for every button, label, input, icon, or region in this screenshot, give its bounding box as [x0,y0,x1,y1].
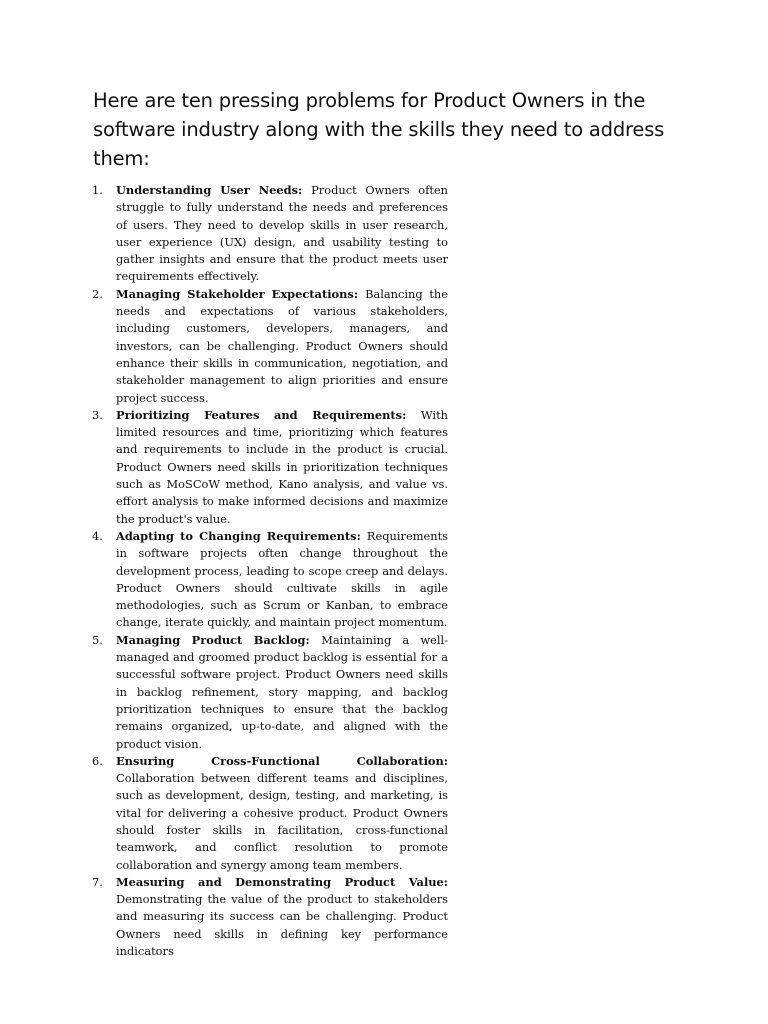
problem-list [92,182,448,960]
list-item [92,632,448,753]
item-text: Requirements in software projects often change throughout the development process, leading to scope creep and delays. Product Owners should cultivate skills in agile methodologies, such as Scrum or Kanban, to embrace change, iterate quickly, and maintain project momentum. [116,528,448,630]
list-item [92,753,448,874]
list-item [92,182,448,286]
item-title: Measuring and Demonstrating Product Value: [116,874,448,889]
item-title: Prioritizing Features and Requirements: [116,407,421,422]
list-item [92,874,448,960]
item-title: Managing Stakeholder Expectations: [116,286,366,301]
item-text: Product Owners often struggle to fully understand the needs and preferences of users. They need to develop skills in user research, user experience (UX) design, and usability testing to gather insights and ensure that the product meets user requirements effectively. [116,183,448,284]
item-number: 5. [92,632,103,647]
list-item [92,407,448,528]
item-text: Demonstrating the value of the product to stakeholders and measuring its success can be challenging. Product Owners need skills in defining key performance indicators [116,892,448,959]
item-text: Balancing the needs and expectations of various stakeholders, including customers, developers, managers, and investors, can be challenging. Product Owners should enhance their skills in communication, negotiation, and stakeholder management to align priorities and ensure project success. [116,286,448,405]
item-text: With limited resources and time, prioritizing which features and requirements to include in the product is crucial. Product Owners need skills in prioritization techniques such as MoSCoW method, Kano analysis, and value vs. effort analysis to make informed decisions and maximize the product's value. [116,407,448,526]
item-number: 6. [92,753,103,768]
item-text: Collaboration between different teams and disciplines, such as development, design, testing, and marketing, is vital for delivering a cohesive product. Product Owners should foster skills in facilitation, cross-functional teamwork, and conflict resolution to promote collaboration and synergy among team members. [116,771,448,872]
item-number: 3. [92,407,103,422]
list-item [92,528,448,632]
item-number: 1. [92,183,103,197]
item-title: Understanding User Needs: [116,183,312,197]
list-item [92,286,448,407]
item-text: Maintaining a well-managed and groomed product backlog is essential for a successful software project. Product Owners need skills in backlog refinement, story mapping, and backlog prioritization techniques to ensure that the backlog remains organized, up-to-date, and aligned with the product vision. [116,632,448,751]
item-title: Ensuring Cross-Functional Collaboration: [116,753,448,768]
item-title: Adapting to Changing Requirements: [116,528,367,543]
item-number: 2. [92,286,103,301]
item-title: Managing Product Backlog: [116,632,322,647]
item-number: 4. [92,528,103,543]
document-heading: Here are ten pressing problems for Product Owners in the software industry along with the skills they need to address them: [93,89,665,170]
item-number: 7. [92,874,103,889]
